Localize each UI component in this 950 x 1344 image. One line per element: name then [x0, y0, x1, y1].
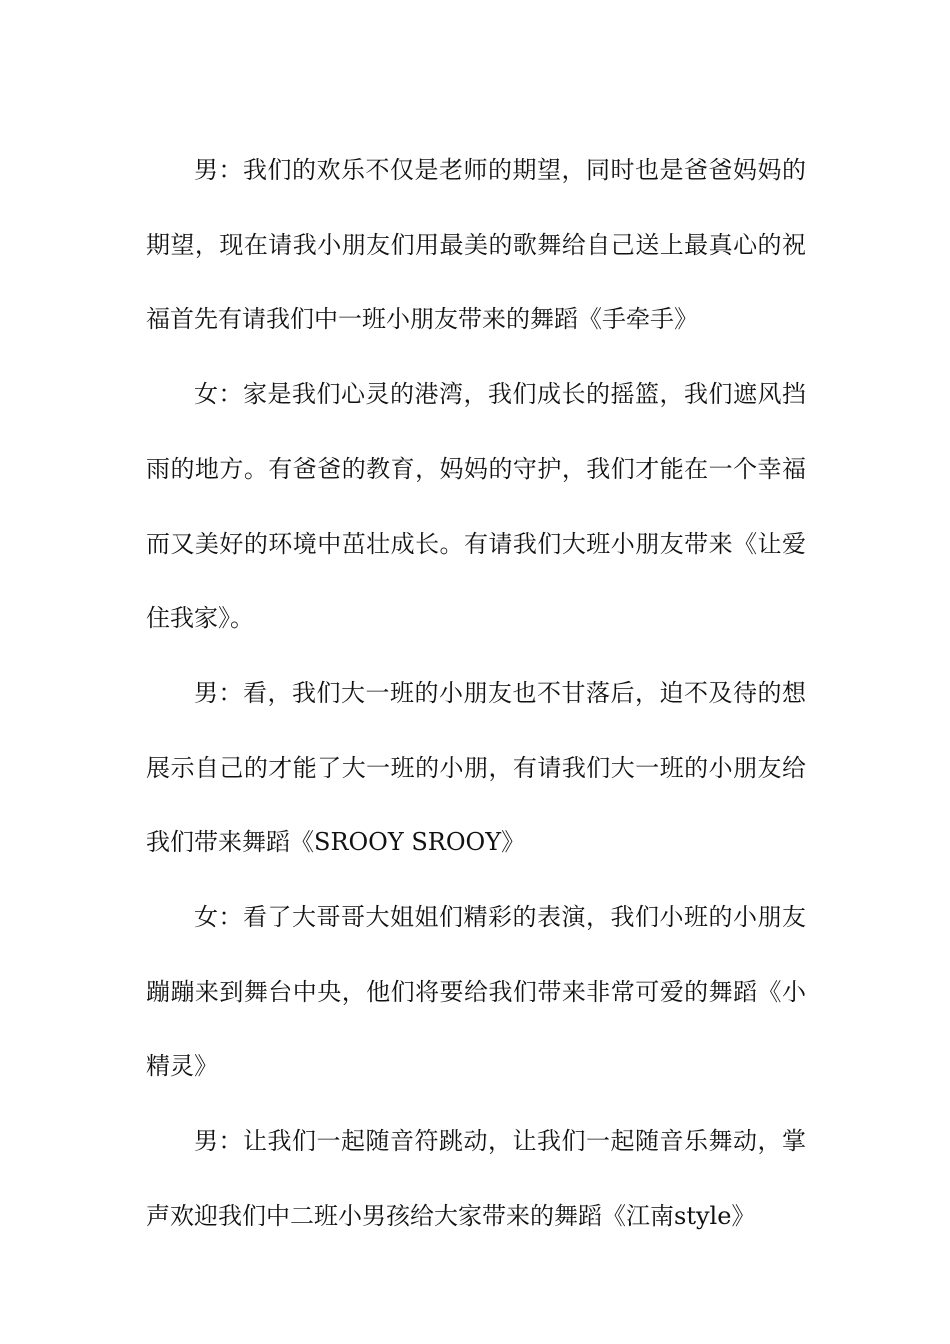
paragraph-1: 男：我们的欢乐不仅是老师的期望，同时也是爸爸妈妈的期望，现在请我小朋友们用最美的歌舞给自己送上最真心的祝福首先有请我们中一班小朋友带来的舞蹈《手牵手》: [146, 156, 806, 334]
paragraph-5: 男：让我们一起随音符跳动，让我们一起随音乐舞动，掌声欢迎我们中二班小男孩给大家带来的舞蹈《江南style》: [146, 1127, 806, 1230]
paragraph-3: 男：看，我们大一班的小朋友也不甘落后，迫不及待的想展示自己的才能了大一班的小朋，有请我们大一班的小朋友给我们带来舞蹈《SROOY SROOY》: [146, 678, 806, 857]
paragraph-2: 女：家是我们心灵的港湾，我们成长的摇篮，我们遮风挡雨的地方。有爸爸的教育，妈妈的守护，我们才能在一个幸福而又美好的环境中茁壮成长。有请我们大班小朋友带来《让爱住我家》。: [146, 380, 806, 633]
paragraph-4: 女：看了大哥哥大姐姐们精彩的表演，我们小班的小朋友蹦蹦来到舞台中央，他们将要给我们带来非常可爱的舞蹈《小精灵》: [146, 903, 806, 1081]
document-body: [146, 133, 806, 1254]
